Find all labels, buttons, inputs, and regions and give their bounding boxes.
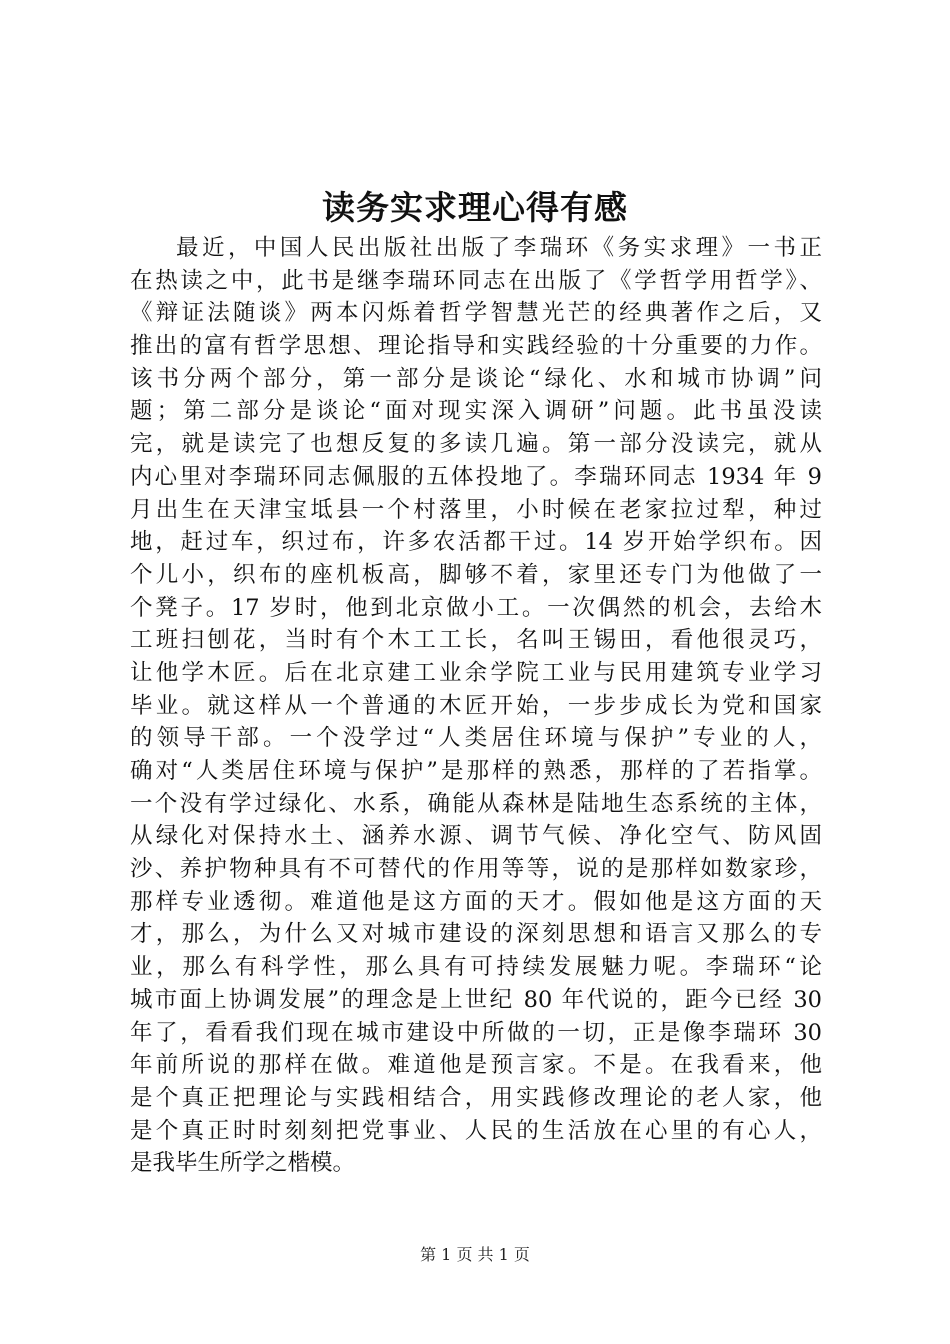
- text-line: 该书分两个部分，第一部分是谈论“绿化、水和城市协调”问: [130, 365, 822, 392]
- text-line: 业，那么有科学性，那么具有可持续发展魅力呢。李瑞环“论: [130, 954, 822, 981]
- text-line: 城市面上协调发展”的理念是上世纪 80 年代说的，距今已经 30: [130, 986, 822, 1013]
- text-line: 年前所说的那样在做。难道他是预言家。不是。在我看来，他: [130, 1052, 822, 1079]
- body-paragraph: [130, 232, 822, 1180]
- text-line: 毕业。就这样从一个普通的木匠开始，一步步成长为党和国家: [130, 692, 822, 719]
- text-line: 沙、养护物种具有不可替代的作用等等，说的是那样如数家珍，: [130, 856, 822, 883]
- text-line: 地，赶过车，织过布，许多农活都干过。14 岁开始学织布。因: [130, 529, 822, 556]
- text-line: 那样专业透彻。难道他是这方面的天才。假如他是这方面的天: [130, 888, 822, 915]
- text-line: 才，那么，为什么又对城市建设的深刻思想和语言又那么的专: [130, 921, 822, 948]
- text-line: 个凳子。17 岁时，他到北京做小工。一次偶然的机会，去给木: [130, 594, 822, 621]
- text-line: 在热读之中，此书是继李瑞环同志在出版了《学哲学用哲学》、: [130, 267, 822, 294]
- text-line: 让他学木匠。后在北京建工业余学院工业与民用建筑专业学习: [130, 659, 822, 686]
- text-line: 一个没有学过绿化、水系，确能从森林是陆地生态系统的主体，: [130, 790, 822, 817]
- text-line: 内心里对李瑞环同志佩服的五体投地了。李瑞环同志 1934 年 9: [130, 463, 822, 490]
- text-line: 是个真正把理论与实践相结合，用实践修改理论的老人家，他: [130, 1084, 822, 1111]
- text-line: 《辩证法随谈》两本闪烁着哲学智慧光芒的经典著作之后，又: [130, 300, 822, 327]
- text-line: 是我毕生所学之楷模。: [130, 1150, 356, 1177]
- document-title: 读务实求理心得有感: [322, 188, 628, 227]
- text-line: 的领导干部。一个没学过“人类居住环境与保护”专业的人，: [130, 725, 822, 752]
- text-line: 确对“人类居住环境与保护”是那样的熟悉，那样的了若指掌。: [130, 758, 822, 784]
- text-line: 工班扫刨花，当时有个木工工长，名叫王锡田，看他很灵巧，: [130, 627, 822, 654]
- text-line: 推出的富有哲学思想、理论指导和实践经验的十分重要的力作。: [130, 333, 822, 360]
- text-line: 最近，中国人民出版社出版了李瑞环《务实求理》一书正: [176, 235, 822, 261]
- text-line: 从绿化对保持水土、涵养水源、调节气候、净化空气、防风固: [130, 823, 822, 850]
- page-footer: 第 1 页 共 1 页: [420, 1245, 530, 1264]
- text-line: 年了，看看我们现在城市建设中所做的一切，正是像李瑞环 30: [130, 1019, 822, 1046]
- text-line: 题；第二部分是谈论“面对现实深入调研”问题。此书虽没读: [130, 398, 822, 425]
- text-line: 个儿小，织布的座机板高，脚够不着，家里还专门为他做了一: [130, 561, 822, 588]
- text-line: 完，就是读完了也想反复的多读几遍。第一部分没读完，就从: [130, 431, 822, 458]
- text-line: 是个真正时时刻刻把党事业、人民的生活放在心里的有心人，: [130, 1117, 822, 1144]
- text-line: 月出生在天津宝坻县一个村落里，小时候在老家拉过犁，种过: [130, 496, 822, 523]
